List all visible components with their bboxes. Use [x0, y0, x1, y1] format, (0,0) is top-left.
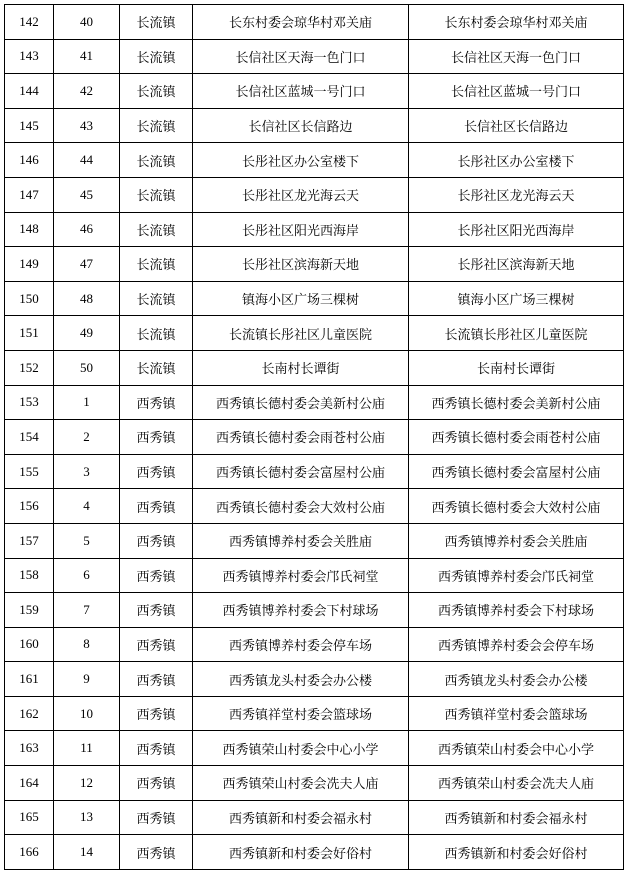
site-list-table [4, 4, 624, 870]
location-cell: 西秀镇博养村委会关胜庙 [193, 523, 409, 558]
town-number-cell: 46 [54, 212, 120, 247]
remark-cell: 西秀镇博养村委会下村球场 [409, 593, 624, 628]
table-row [5, 800, 624, 835]
row-index-cell: 159 [5, 593, 54, 628]
remark-cell: 长信社区天海一色门口 [409, 39, 624, 74]
location-cell: 长信社区长信路边 [193, 108, 409, 143]
remark-cell: 长南村长谭街 [409, 350, 624, 385]
row-index-cell: 153 [5, 385, 54, 420]
remark-cell: 西秀镇博养村委会关胜庙 [409, 523, 624, 558]
remark-cell: 长彤社区滨海新天地 [409, 247, 624, 282]
table-row [5, 247, 624, 282]
town-cell: 西秀镇 [120, 731, 193, 766]
table-row [5, 558, 624, 593]
town-cell: 西秀镇 [120, 385, 193, 420]
location-cell: 西秀镇龙头村委会办公楼 [193, 662, 409, 697]
town-cell: 西秀镇 [120, 696, 193, 731]
town-cell: 长流镇 [120, 108, 193, 143]
town-cell: 西秀镇 [120, 593, 193, 628]
table-row [5, 5, 624, 40]
row-index-cell: 163 [5, 731, 54, 766]
remark-cell: 西秀镇荣山村委会中心小学 [409, 731, 624, 766]
town-cell: 西秀镇 [120, 489, 193, 524]
town-cell: 长流镇 [120, 316, 193, 351]
location-cell: 西秀镇长德村委会雨苍村公庙 [193, 420, 409, 455]
row-index-cell: 164 [5, 766, 54, 801]
row-index-cell: 142 [5, 5, 54, 40]
town-number-cell: 3 [54, 454, 120, 489]
remark-cell: 镇海小区广场三棵树 [409, 281, 624, 316]
town-cell: 西秀镇 [120, 835, 193, 870]
town-cell: 西秀镇 [120, 454, 193, 489]
town-number-cell: 12 [54, 766, 120, 801]
row-index-cell: 158 [5, 558, 54, 593]
location-cell: 长南村长谭街 [193, 350, 409, 385]
table-row [5, 420, 624, 455]
remark-cell: 长信社区长信路边 [409, 108, 624, 143]
town-cell: 长流镇 [120, 5, 193, 40]
remark-cell: 西秀镇新和村委会好俗村 [409, 835, 624, 870]
town-number-cell: 13 [54, 800, 120, 835]
table-row [5, 489, 624, 524]
town-cell: 长流镇 [120, 143, 193, 178]
location-cell: 长信社区蓝城一号门口 [193, 74, 409, 109]
table-row [5, 212, 624, 247]
town-number-cell: 45 [54, 177, 120, 212]
remark-cell: 西秀镇长德村委会雨苍村公庙 [409, 420, 624, 455]
location-cell: 西秀镇长德村委会富屋村公庙 [193, 454, 409, 489]
table-row [5, 177, 624, 212]
table-row [5, 39, 624, 74]
table-row [5, 731, 624, 766]
town-number-cell: 5 [54, 523, 120, 558]
town-number-cell: 10 [54, 696, 120, 731]
town-number-cell: 11 [54, 731, 120, 766]
remark-cell: 西秀镇长德村委会大效村公庙 [409, 489, 624, 524]
table-body [5, 5, 624, 870]
remark-cell: 西秀镇龙头村委会办公楼 [409, 662, 624, 697]
town-cell: 西秀镇 [120, 420, 193, 455]
table-row [5, 523, 624, 558]
town-cell: 西秀镇 [120, 627, 193, 662]
town-cell: 西秀镇 [120, 800, 193, 835]
row-index-cell: 146 [5, 143, 54, 178]
remark-cell: 长彤社区龙光海云天 [409, 177, 624, 212]
location-cell: 长东村委会琼华村邓关庙 [193, 5, 409, 40]
location-cell: 西秀镇荣山村委会中心小学 [193, 731, 409, 766]
town-number-cell: 47 [54, 247, 120, 282]
location-cell: 长信社区天海一色门口 [193, 39, 409, 74]
location-cell: 西秀镇荣山村委会冼夫人庙 [193, 766, 409, 801]
location-cell: 长彤社区办公室楼下 [193, 143, 409, 178]
remark-cell: 西秀镇新和村委会福永村 [409, 800, 624, 835]
town-number-cell: 50 [54, 350, 120, 385]
table-row [5, 74, 624, 109]
town-cell: 长流镇 [120, 247, 193, 282]
town-number-cell: 7 [54, 593, 120, 628]
town-number-cell: 48 [54, 281, 120, 316]
town-number-cell: 2 [54, 420, 120, 455]
row-index-cell: 145 [5, 108, 54, 143]
town-cell: 西秀镇 [120, 662, 193, 697]
table-row [5, 350, 624, 385]
remark-cell: 长东村委会琼华村邓关庙 [409, 5, 624, 40]
town-cell: 西秀镇 [120, 523, 193, 558]
row-index-cell: 154 [5, 420, 54, 455]
town-number-cell: 42 [54, 74, 120, 109]
town-number-cell: 9 [54, 662, 120, 697]
row-index-cell: 165 [5, 800, 54, 835]
location-cell: 西秀镇长德村委会大效村公庙 [193, 489, 409, 524]
town-cell: 长流镇 [120, 350, 193, 385]
row-index-cell: 161 [5, 662, 54, 697]
row-index-cell: 150 [5, 281, 54, 316]
town-number-cell: 49 [54, 316, 120, 351]
town-number-cell: 6 [54, 558, 120, 593]
table-row [5, 662, 624, 697]
row-index-cell: 147 [5, 177, 54, 212]
location-cell: 长流镇长彤社区儿童医院 [193, 316, 409, 351]
row-index-cell: 156 [5, 489, 54, 524]
location-cell: 长彤社区阳光西海岸 [193, 212, 409, 247]
town-cell: 长流镇 [120, 39, 193, 74]
remark-cell: 长彤社区阳光西海岸 [409, 212, 624, 247]
location-cell: 镇海小区广场三棵树 [193, 281, 409, 316]
location-cell: 西秀镇博养村委会停车场 [193, 627, 409, 662]
town-number-cell: 1 [54, 385, 120, 420]
table-row [5, 835, 624, 870]
row-index-cell: 149 [5, 247, 54, 282]
town-number-cell: 41 [54, 39, 120, 74]
table-row [5, 385, 624, 420]
location-cell: 西秀镇祥堂村委会篮球场 [193, 696, 409, 731]
town-number-cell: 44 [54, 143, 120, 178]
town-number-cell: 43 [54, 108, 120, 143]
remark-cell: 西秀镇博养村委会邝氏祠堂 [409, 558, 624, 593]
town-cell: 长流镇 [120, 212, 193, 247]
remark-cell: 长信社区蓝城一号门口 [409, 74, 624, 109]
table-row [5, 281, 624, 316]
row-index-cell: 148 [5, 212, 54, 247]
remark-cell: 西秀镇祥堂村委会篮球场 [409, 696, 624, 731]
town-number-cell: 8 [54, 627, 120, 662]
remark-cell: 西秀镇博养村委会会停车场 [409, 627, 624, 662]
row-index-cell: 166 [5, 835, 54, 870]
town-cell: 长流镇 [120, 177, 193, 212]
town-number-cell: 14 [54, 835, 120, 870]
row-index-cell: 152 [5, 350, 54, 385]
table-row [5, 143, 624, 178]
location-cell: 长彤社区龙光海云天 [193, 177, 409, 212]
town-cell: 长流镇 [120, 281, 193, 316]
town-number-cell: 40 [54, 5, 120, 40]
row-index-cell: 160 [5, 627, 54, 662]
table-row [5, 593, 624, 628]
remark-cell: 西秀镇长德村委会美新村公庙 [409, 385, 624, 420]
town-number-cell: 4 [54, 489, 120, 524]
row-index-cell: 157 [5, 523, 54, 558]
row-index-cell: 144 [5, 74, 54, 109]
town-cell: 西秀镇 [120, 766, 193, 801]
remark-cell: 西秀镇荣山村委会冼夫人庙 [409, 766, 624, 801]
remark-cell: 长彤社区办公室楼下 [409, 143, 624, 178]
location-cell: 西秀镇新和村委会好俗村 [193, 835, 409, 870]
location-cell: 西秀镇博养村委会下村球场 [193, 593, 409, 628]
table-row [5, 454, 624, 489]
town-cell: 西秀镇 [120, 558, 193, 593]
location-cell: 长彤社区滨海新天地 [193, 247, 409, 282]
location-cell: 西秀镇新和村委会福永村 [193, 800, 409, 835]
table-row [5, 108, 624, 143]
remark-cell: 西秀镇长德村委会富屋村公庙 [409, 454, 624, 489]
row-index-cell: 155 [5, 454, 54, 489]
location-cell: 西秀镇博养村委会邝氏祠堂 [193, 558, 409, 593]
row-index-cell: 143 [5, 39, 54, 74]
town-cell: 长流镇 [120, 74, 193, 109]
remark-cell: 长流镇长彤社区儿童医院 [409, 316, 624, 351]
row-index-cell: 151 [5, 316, 54, 351]
row-index-cell: 162 [5, 696, 54, 731]
table-row [5, 316, 624, 351]
table-row [5, 766, 624, 801]
location-cell: 西秀镇长德村委会美新村公庙 [193, 385, 409, 420]
table-row [5, 627, 624, 662]
table-row [5, 696, 624, 731]
